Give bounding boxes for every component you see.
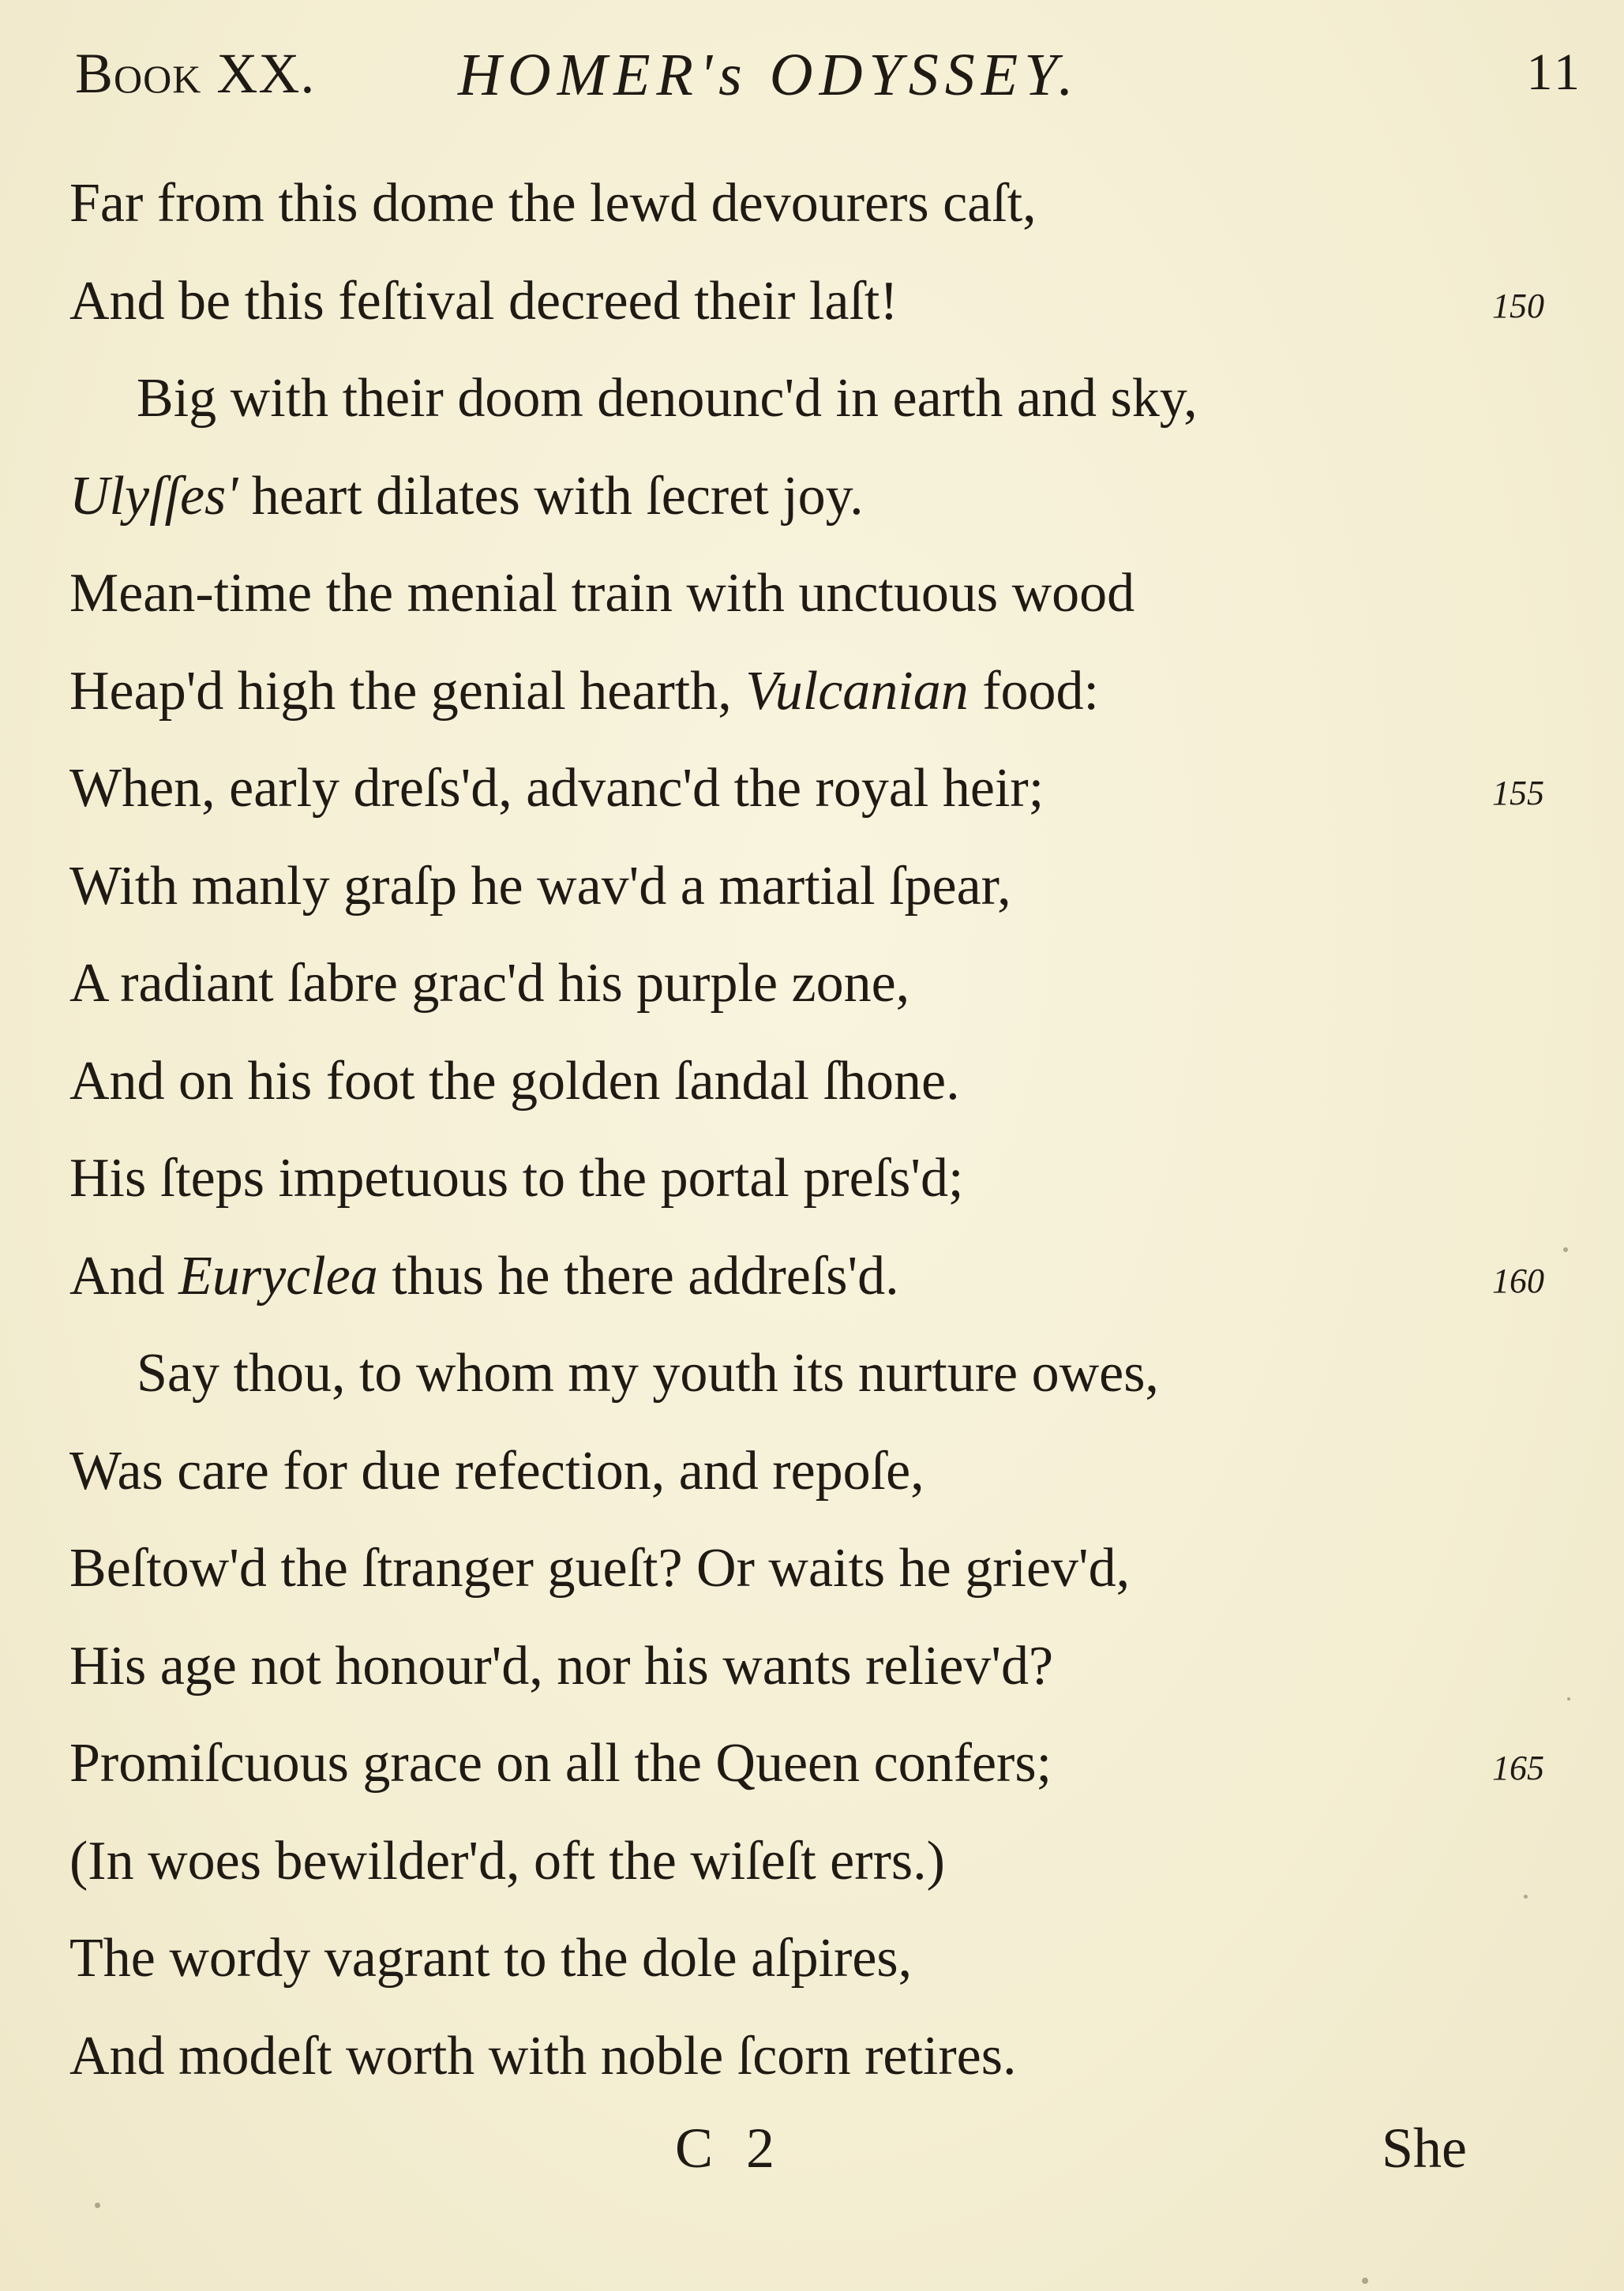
verse-line-text <box>69 1831 945 1892</box>
running-book-title: Book XX. <box>75 42 316 105</box>
italic-name: Euryclea <box>178 1245 378 1307</box>
verse-fragment: With manly graſp he wav'd a martial ſpear, <box>69 855 1011 917</box>
verse-line-text <box>69 368 1198 429</box>
verse-line <box>69 253 1544 351</box>
running-header <box>75 41 1583 128</box>
verse-line <box>69 838 1498 936</box>
paper-speck <box>1524 1895 1528 1899</box>
verse-fragment: heart dilates with ſecret joy. <box>238 465 864 527</box>
verse-line <box>69 935 1498 1033</box>
verse-line-text <box>69 1246 899 1307</box>
verse-line <box>69 1520 1498 1618</box>
verse-fragment: And modeſt worth with noble ſcorn retires. <box>69 2025 1017 2087</box>
verse-line-text <box>69 856 1011 917</box>
verse-fragment: And <box>69 1245 179 1307</box>
verse-line-text <box>69 1538 1130 1599</box>
line-number: 155 <box>1492 774 1544 812</box>
verse-line <box>69 1618 1498 1715</box>
verse-line <box>69 1130 1498 1228</box>
verse-fragment: food: <box>968 660 1099 722</box>
verse-fragment: Mean-time the menial train with unctuous wood <box>69 563 1135 624</box>
verse-fragment: Beſtow'd the ſtranger gueſt? Or waits he griev'd, <box>69 1538 1131 1599</box>
verse-fragment: When, early dreſs'd, advanc'd the royal heir; <box>69 758 1045 819</box>
verse-line-text <box>69 2026 1016 2087</box>
verse-line <box>69 1813 1498 1910</box>
verse-line-text <box>69 563 1135 624</box>
line-number: 150 <box>1492 286 1544 325</box>
verse-fragment: Say thou, to whom my youth its nurture owes, <box>137 1343 1159 1404</box>
verse-line <box>69 2008 1498 2105</box>
verse-line <box>69 643 1498 741</box>
paper-speck <box>1563 1247 1568 1252</box>
verse-line-text <box>69 1733 1052 1794</box>
verse-fragment: Big with their doom denounc'd in earth and sky, <box>137 368 1198 429</box>
verse-line-text <box>69 173 1037 234</box>
verse-line <box>69 1715 1544 1813</box>
verse-line <box>69 1325 1498 1423</box>
italic-name: Vulcanian <box>745 660 969 722</box>
verse-fragment: And on his foot the golden ſandal ſhone. <box>69 1050 960 1112</box>
verse-line-text <box>69 953 910 1014</box>
paper-speck <box>1362 2278 1368 2284</box>
verse-line <box>69 1228 1544 1325</box>
verse-fragment: thus he there addreſs'd. <box>377 1245 899 1307</box>
verse-fragment: (In woes bewilder'd, oft the wiſeſt errs.) <box>69 1830 945 1892</box>
verse-line-text <box>69 758 1044 819</box>
verse-line <box>69 155 1498 253</box>
verse-line <box>69 1423 1498 1520</box>
verse-line <box>69 448 1498 546</box>
verse-fragment: The wordy vagrant to the dole aſpires, <box>69 1928 913 1989</box>
catchword: She <box>1382 2117 1467 2180</box>
verse-line-text <box>69 1148 963 1209</box>
verse-line-text <box>69 1343 1159 1404</box>
running-work-title: HOMER's ODYSSEY. <box>458 42 1080 108</box>
verse-fragment: His ſteps impetuous to the portal preſs'd; <box>69 1148 964 1209</box>
verse-fragment: Promiſcuous grace on all the Queen confers; <box>69 1733 1052 1794</box>
verse-fragment: His age not honour'd, nor his wants reliev'd? <box>69 1635 1054 1697</box>
verse-line-text <box>69 466 864 527</box>
verse-line-text <box>69 661 1099 722</box>
verse-fragment: A radiant ſabre grac'd his purple zone, <box>69 953 910 1014</box>
italic-name: Ulyſſes' <box>69 465 238 527</box>
verse-line <box>69 1910 1498 2008</box>
line-number: 165 <box>1492 1749 1544 1787</box>
verse-fragment: Heap'd high the genial hearth, <box>69 660 746 722</box>
verse-line <box>69 350 1498 448</box>
verse-line-text <box>69 1051 960 1112</box>
verse-line <box>69 545 1498 643</box>
paper-speck <box>1567 1697 1570 1700</box>
verse-fragment: Was care for due refection, and repoſe, <box>69 1440 925 1502</box>
verse-line-text <box>69 271 898 332</box>
page-number: 11 <box>1526 43 1583 101</box>
verse-fragment: And be this feſtival decreed their laſt! <box>69 270 898 332</box>
verse-line <box>69 740 1544 838</box>
signature-mark: C 2 <box>675 2117 785 2180</box>
verse-line-text <box>69 1928 912 1989</box>
verse-line <box>69 1033 1498 1131</box>
verse-block <box>69 155 1544 2105</box>
verse-line-text <box>69 1441 925 1502</box>
verse-fragment: Far from this dome the lewd devourers caſt, <box>69 173 1037 234</box>
verse-line-text <box>69 1636 1053 1697</box>
line-number: 160 <box>1492 1261 1544 1300</box>
paper-speck <box>95 2203 100 2208</box>
